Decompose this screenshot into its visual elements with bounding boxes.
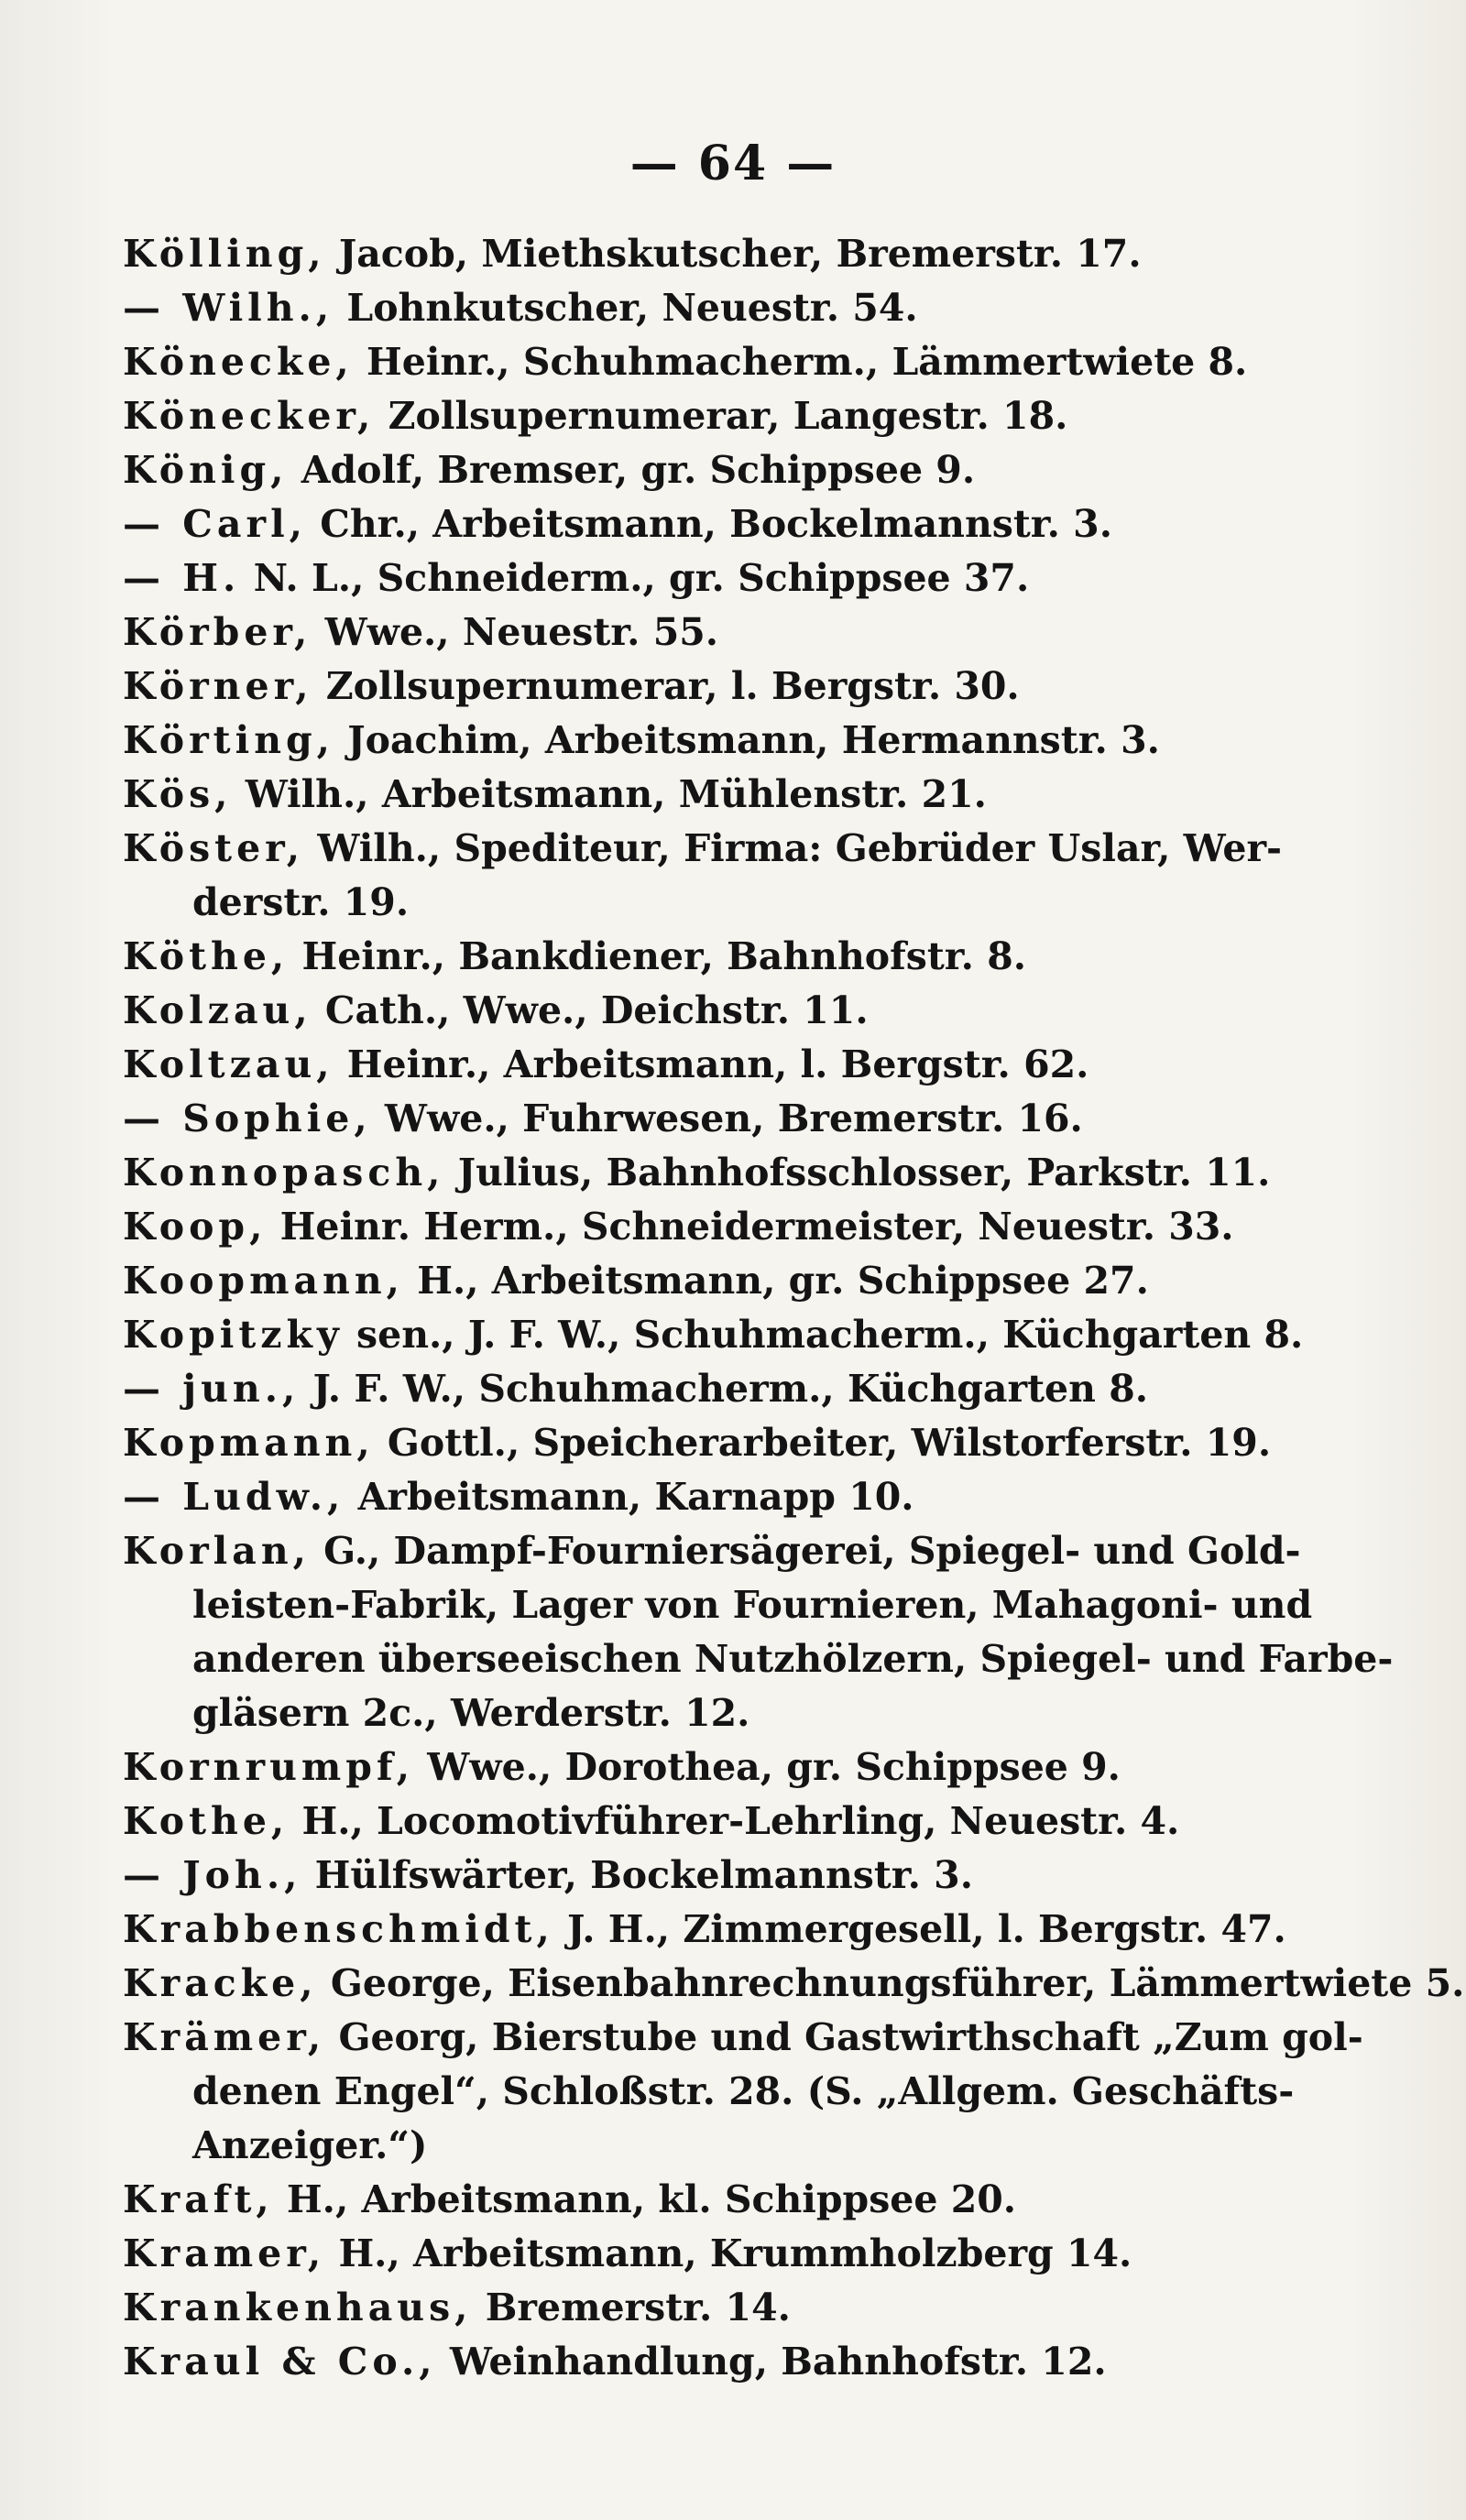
directory-entry-continuation — [123, 2119, 1347, 2173]
directory-entry — [123, 1795, 1347, 1849]
directory-entry — [123, 1308, 1347, 1362]
entry-name: Koltzau, — [123, 1042, 334, 1086]
entry-text: Chr., Arbeitsmann, Bockelmannstr. 3. — [306, 502, 1112, 546]
directory-entry — [123, 660, 1347, 714]
entry-name: Kopitzky — [123, 1313, 344, 1357]
entry-name: Krämer, — [123, 2015, 326, 2059]
directory-entry — [123, 1038, 1347, 1092]
directory-entry — [123, 227, 1347, 281]
entry-text: Zollsupernumerar, l. Bergstr. 30. — [312, 664, 1020, 708]
entry-text: N. L., Schneiderm., gr. Schippsee 37. — [240, 556, 1030, 600]
entry-name: Körting, — [123, 718, 334, 762]
directory-entry — [123, 497, 1347, 551]
directory-entry — [123, 281, 1347, 335]
entry-text: G., Dampf-Fourniersägerei, Spiegel- und Gold- — [310, 1529, 1301, 1573]
directory-entry-continuation — [123, 1686, 1347, 1740]
entry-name: — Joh., — [123, 1853, 302, 1897]
directory-entry — [123, 1903, 1347, 1957]
entry-name: König, — [123, 448, 289, 492]
directory-entry — [123, 443, 1347, 497]
entry-text: Georg, Bierstube und Gastwirthschaft „Zum gol- — [325, 2015, 1363, 2059]
directory-entry — [123, 1416, 1347, 1470]
entry-name: Körner, — [123, 664, 313, 708]
page-number: — 64 — — [629, 136, 837, 191]
directory-entry-continuation — [123, 2065, 1347, 2119]
directory-entry — [123, 984, 1347, 1038]
directory-entry — [123, 335, 1347, 389]
directory-entry — [123, 1740, 1347, 1795]
entry-text: J. H., Zimmergesell, l. Bergstr. 47. — [553, 1907, 1286, 1951]
entry-text: J. F. W., Schuhmacherm., Küchgarten 8. — [300, 1367, 1149, 1411]
directory-entry-continuation — [123, 876, 1347, 930]
entry-name: Könecker, — [123, 394, 376, 438]
entry-name: Konnopasch, — [123, 1151, 445, 1195]
directory-entry — [123, 389, 1347, 443]
directory-entry — [123, 2011, 1363, 2065]
entry-text: Wwe., Dorothea, gr. Schippsee 9. — [413, 1745, 1121, 1789]
directory-entry — [123, 1362, 1347, 1416]
directory-entry — [123, 2227, 1347, 2281]
entry-name: Köthe, — [123, 934, 290, 978]
entry-text: H., Arbeitsmann, gr. Schippsee 27. — [403, 1259, 1149, 1303]
entry-name: — Wilh., — [123, 286, 334, 330]
entry-text: Weinhandlung, Bahnhofstr. 12. — [436, 2340, 1107, 2384]
entry-name: Könecke, — [123, 340, 354, 384]
directory-entry — [123, 2173, 1347, 2227]
directory-entry — [123, 1146, 1347, 1200]
entry-text: Heinr. Herm., Schneidermeister, Neuestr. 33. — [267, 1205, 1234, 1249]
entry-text: denen Engel“, Schloßstr. 28. (S. „Allgem. Geschäfts- — [192, 2069, 1295, 2113]
entry-text: Wwe., Neuestr. 55. — [312, 610, 719, 654]
directory-entry — [123, 768, 1347, 822]
entry-name: Köster, — [123, 826, 305, 870]
entry-name: Kramer, — [123, 2231, 326, 2275]
entry-text: H., Arbeitsmann, kl. Schippsee 20. — [273, 2177, 1017, 2221]
directory-entry — [123, 551, 1347, 605]
entry-text: derstr. 19. — [192, 880, 410, 924]
directory-entry — [123, 1092, 1347, 1146]
entry-text: Anzeiger.“) — [192, 2123, 428, 2167]
entry-text: Arbeitsmann, Karnapp 10. — [345, 1475, 914, 1519]
entry-text: Cath., Wwe., Deichstr. 11. — [312, 988, 869, 1032]
directory-entry-continuation — [123, 1578, 1347, 1632]
entry-text: George, Eisenbahnrechnungsführer, Lämmertwiete 5. — [317, 1961, 1465, 2005]
entry-name: Kothe, — [123, 1799, 290, 1843]
entry-name: Kornrumpf, — [123, 1745, 414, 1789]
entry-name: Krankenhaus, — [123, 2285, 473, 2329]
directory-entry — [123, 2281, 1347, 2335]
entry-name: — jun., — [123, 1367, 301, 1411]
directory-entry — [123, 2335, 1347, 2389]
entry-text: Gottl., Speicherarbeiter, Wilstorferstr. 19. — [374, 1421, 1272, 1465]
directory-entry — [123, 930, 1347, 984]
entry-name: Koop, — [123, 1205, 268, 1249]
entry-text: leisten-Fabrik, Lager von Fournieren, Mahagoni- und — [192, 1583, 1313, 1627]
entry-name: Kraft, — [123, 2177, 274, 2221]
directory-entry — [123, 1849, 1347, 1903]
entry-text: Joachim, Arbeitsmann, Hermannstr. 3. — [334, 718, 1160, 762]
entry-text: Wilh., Arbeitsmann, Mühlenstr. 21. — [232, 772, 987, 816]
entry-name: Korlan, — [123, 1529, 311, 1573]
entry-name: Kraul & Co., — [123, 2340, 437, 2384]
entry-name: — Carl, — [123, 502, 307, 546]
directory-entry — [123, 605, 1347, 660]
entry-text: Julius, Bahnhofsschlosser, Parkstr. 11. — [444, 1151, 1271, 1195]
entry-name: — H. — [123, 556, 241, 600]
entry-text: Zollsupernumerar, Langestr. 18. — [375, 394, 1068, 438]
entry-name: Kös, — [123, 772, 233, 816]
entry-text: Wilh., Spediteur, Firma: Gebrüder Uslar, Wer- — [304, 826, 1283, 870]
directory-entry — [123, 1470, 1347, 1524]
directory-entry — [123, 822, 1347, 876]
directory-entry — [123, 1200, 1347, 1254]
entry-name: Kopmann, — [123, 1421, 375, 1465]
directory-entry — [123, 1524, 1347, 1578]
entry-text: sen., J. F. W., Schuhmacherm., Küchgarten 8. — [343, 1313, 1304, 1357]
directory-entry-continuation — [123, 1632, 1394, 1686]
entry-text: Lohnkutscher, Neuestr. 54. — [334, 286, 918, 330]
entry-text: anderen überseeischen Nutzhölzern, Spiegel- und Farbe- — [192, 1637, 1394, 1681]
entry-text: Heinr., Arbeitsmann, l. Bergstr. 62. — [334, 1042, 1089, 1086]
entry-name: Kracke, — [123, 1961, 318, 2005]
entry-text: Hülfswärter, Bockelmannstr. 3. — [301, 1853, 973, 1897]
entry-text: H., Locomotivführer-Lehrling, Neuestr. 4. — [289, 1799, 1180, 1843]
entry-text: Wwe., Fuhrwesen, Bremerstr. 16. — [371, 1096, 1083, 1140]
entry-name: Kolzau, — [123, 988, 312, 1032]
entry-text: Heinr., Bankdiener, Bahnhofstr. 8. — [289, 934, 1026, 978]
directory-entry — [123, 714, 1347, 768]
directory-entry — [123, 1957, 1465, 2011]
entry-name: Krabbenschmidt, — [123, 1907, 554, 1951]
entry-name: Koopmann, — [123, 1259, 404, 1303]
entry-text: Heinr., Schuhmacherm., Lämmertwiete 8. — [353, 340, 1248, 384]
entry-text: Bremerstr. 14. — [472, 2285, 791, 2329]
directory-entry — [123, 1254, 1347, 1308]
entry-text: Jacob, Miethskutscher, Bremerstr. 17. — [325, 232, 1142, 276]
entry-name: Kölling, — [123, 232, 326, 276]
entry-name: Körber, — [123, 610, 312, 654]
directory-entries — [123, 227, 1465, 2389]
entry-text: Adolf, Bremser, gr. Schippsee 9. — [288, 448, 976, 492]
entry-text: gläsern 2c., Werderstr. 12. — [192, 1691, 750, 1735]
entry-name: — Sophie, — [123, 1096, 372, 1140]
entry-text: H., Arbeitsmann, Krummholzberg 14. — [325, 2231, 1132, 2275]
entry-name: — Ludw., — [123, 1475, 345, 1519]
